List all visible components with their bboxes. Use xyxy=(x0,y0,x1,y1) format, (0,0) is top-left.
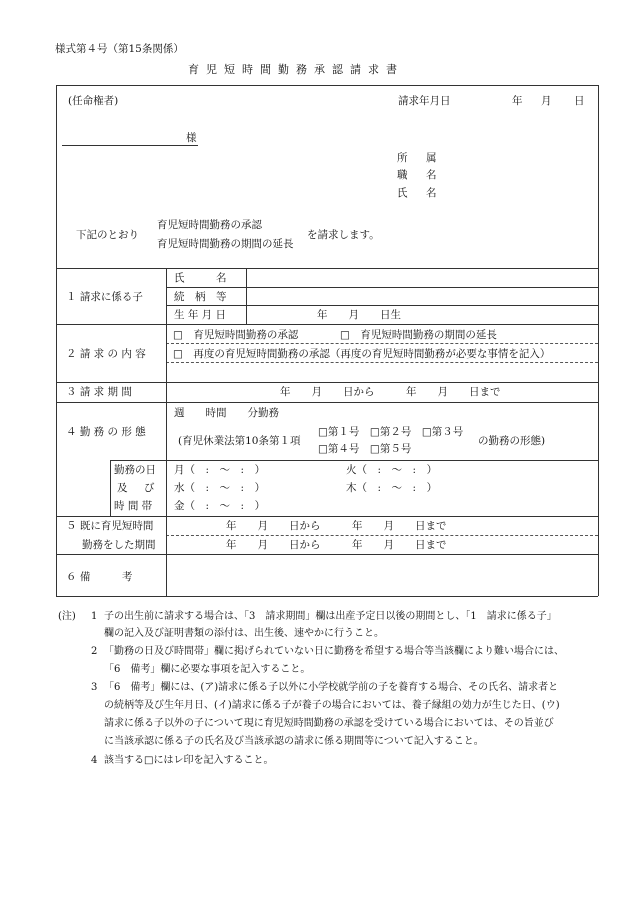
note-2-line-a: 「勤務の日及び時間帯」欄に掲げられていない日に勤務を希望する場合等当該欄により難い場合には、 xyxy=(104,646,564,657)
kiki-label: 下記のとおり xyxy=(76,229,139,241)
s5-period-1: 年 月 日から 年 月 日まで xyxy=(226,520,447,532)
schedule-label-3: 時 間 帯 xyxy=(114,500,153,512)
request-year: 年 xyxy=(512,95,523,107)
frame-right xyxy=(598,85,599,596)
note-3-line-b: の続柄等及び生年月日、(イ)請求に係る子が養子の場合においては、養子縁組の効力が生じた日、(ウ) xyxy=(104,700,560,711)
note-3-line-a: 「6 備考」欄には、(ア)請求に係る子以外に小学校就学前の子を養育する場合、その氏名、請求者と xyxy=(104,682,559,693)
note-1-line-b: 欄の記入及び証明書類の添付は、出生後、速やかに行うこと。 xyxy=(104,628,384,639)
s4-label: ４ 勤 務 の 形 態 xyxy=(66,426,146,438)
schedule-thursday: 木（ : 〜 : ） xyxy=(346,482,438,494)
position-label: 職 名 xyxy=(397,169,441,181)
divider-s2-top xyxy=(56,324,598,325)
schedule-wednesday: 水（ : 〜 : ） xyxy=(174,482,266,494)
divider-s4-top xyxy=(56,402,598,403)
option-extension: 育児短時間勤務の期間の延長 xyxy=(157,238,294,250)
col-divider-upper xyxy=(166,268,167,460)
divider-s2-a xyxy=(166,343,598,344)
frame-bottom xyxy=(56,596,598,597)
appointer-name-line xyxy=(62,145,198,146)
child-name-label: 氏 名 xyxy=(174,272,227,284)
schedule-label-2: 及 び xyxy=(117,482,158,494)
page-title: 育児短時間勤務承認請求書 xyxy=(188,63,404,76)
divider-s1-a xyxy=(166,287,598,288)
schedule-mid-divider xyxy=(166,460,167,516)
frame-top xyxy=(56,85,598,86)
s5-label-2: 勤務をした期間 xyxy=(82,539,156,551)
note-1-number: 1 xyxy=(91,611,98,622)
law-options-row2[interactable]: □第４号 □第５号 xyxy=(318,443,412,455)
child-relation-label: 続 柄 等 xyxy=(174,291,227,303)
sama-label: 様 xyxy=(186,132,197,144)
note-2-line-b: 「6 備考」欄に必要な事項を記入すること。 xyxy=(104,664,311,675)
frame-left xyxy=(56,85,57,596)
child-birth-label: 生 年 月 日 xyxy=(174,309,227,321)
note-2-number: 2 xyxy=(91,646,98,657)
s3-label: ３ 請 求 期 間 xyxy=(66,386,132,398)
schedule-monday: 月（ : 〜 : ） xyxy=(174,464,266,476)
divider-s3-top xyxy=(56,382,598,383)
schedule-tuesday: 火（ : 〜 : ） xyxy=(346,464,438,476)
applicant-name-label: 氏 名 xyxy=(397,187,441,199)
schedule-label-1: 勤務の日 xyxy=(114,464,156,476)
col-divider-lower xyxy=(166,516,167,596)
divider-s5-a xyxy=(166,535,598,536)
s3-period-value: 年 月 日から 年 月 日まで xyxy=(280,386,501,398)
s2-label: ２ 請 求 の 内 容 xyxy=(66,348,146,360)
form-number: 様式第４号（第15条関係） xyxy=(55,43,184,55)
affiliation-label: 所 属 xyxy=(397,152,441,164)
request-month: 月 xyxy=(541,95,552,107)
note-4-line-a: 該当する□にはレ印を記入すること。 xyxy=(104,755,274,766)
note-3-line-d: に当該承認に係る子の氏名及び当該承認の請求に係る期間等について記入すること。 xyxy=(104,736,484,747)
work-form-suffix: の勤務の形態) xyxy=(478,435,546,447)
appointer-label: (任命権者) xyxy=(68,95,119,107)
s2-option-reapproval[interactable]: □ 再度の育児短時間勤務の承認（再度の育児短時間勤務が必要な事情を記入） xyxy=(173,348,551,360)
schedule-left-divider xyxy=(110,460,111,516)
law-options-row1[interactable]: □第１号 □第２号 □第３号 xyxy=(318,426,464,438)
divider-s2-b xyxy=(166,362,598,363)
note-1-line-a: 子の出生前に請求する場合は、「3 請求期間」欄は出産予定日以後の期間とし、「1 請求に係る子」 xyxy=(104,611,557,622)
weekly-hours: 週 時間 分勤務 xyxy=(174,407,279,419)
option-approval: 育児短時間勤務の承認 xyxy=(157,219,262,231)
child-birth-value: 年 月 日生 xyxy=(317,309,401,321)
notes-prefix: (注) xyxy=(58,611,76,622)
divider-s1-b xyxy=(166,305,598,306)
request-day: 日 xyxy=(574,95,585,107)
divider-s1-top xyxy=(56,268,598,269)
note-3-number: 3 xyxy=(91,682,98,693)
request-suffix: を請求します。 xyxy=(307,229,380,241)
s5-label-1: ５ 既に育児短時間 xyxy=(66,520,154,532)
divider-s4-schedule xyxy=(110,460,598,461)
s5-period-2: 年 月 日から 年 月 日まで xyxy=(226,539,447,551)
note-3-line-c: 請求に係る子以外の子について現に育児短時間勤務の承認を受けている場合においては、その旨並び xyxy=(104,718,554,729)
s1-value-divider xyxy=(246,268,247,324)
law-reference: (育児休業法第10条第１項 xyxy=(178,435,301,447)
s2-option-approval[interactable]: □ 育児短時間勤務の承認 xyxy=(173,329,299,341)
divider-s5-top xyxy=(56,516,598,517)
divider-s6-top xyxy=(56,554,598,555)
note-4-number: 4 xyxy=(91,755,98,766)
s2-option-extension[interactable]: □ 育児短時間勤務の期間の延長 xyxy=(340,329,497,341)
request-date-label: 請求年月日 xyxy=(398,95,451,107)
s6-label: ６ 備 考 xyxy=(66,571,133,583)
schedule-friday: 金（ : 〜 : ） xyxy=(174,500,266,512)
s1-label: １ 請求に係る子 xyxy=(66,291,143,303)
